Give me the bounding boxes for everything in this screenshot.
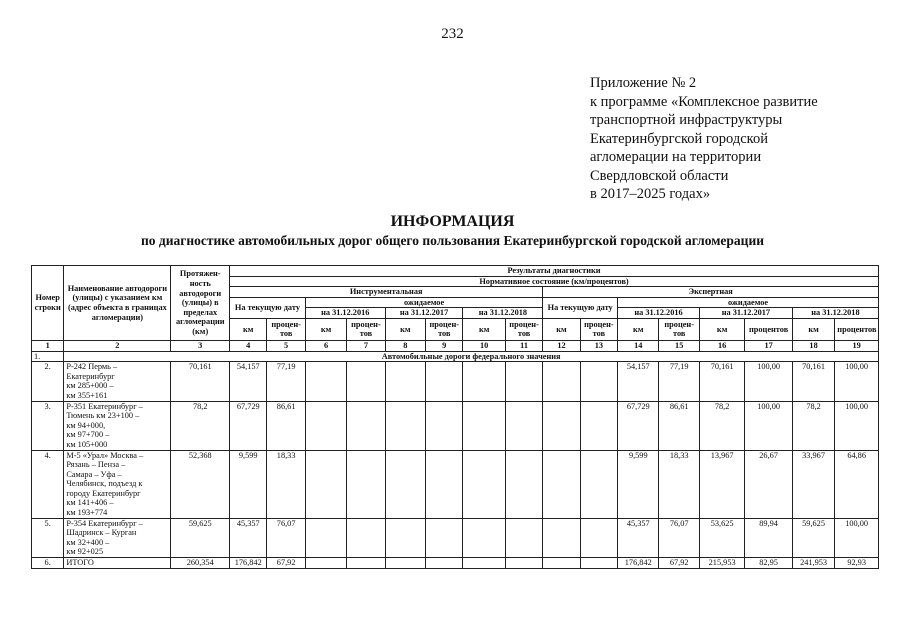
header-date: на 31.12.2017 <box>699 308 792 319</box>
value-cell <box>580 558 617 569</box>
column-number-row <box>32 340 879 351</box>
value-cell <box>543 518 580 557</box>
value-cell: 215,953 <box>699 558 744 569</box>
value-cell: 64,86 <box>835 450 879 518</box>
table-row <box>32 450 879 518</box>
value-cell: 92,93 <box>835 558 879 569</box>
row-number-cell: 4. <box>32 450 64 518</box>
road-name-line: км 355+161 <box>66 390 108 400</box>
header-km: км <box>463 318 505 340</box>
value-cell: 176,842 <box>618 558 659 569</box>
value-cell <box>347 518 385 557</box>
road-name-line: км 32+400 – <box>66 537 110 547</box>
value-cell: 13,967 <box>699 450 744 518</box>
value-cell: 76,07 <box>659 518 699 557</box>
column-number-cell: 6 <box>305 340 346 351</box>
column-number-cell: 18 <box>792 340 834 351</box>
value-cell <box>463 558 505 569</box>
value-cell: 9,599 <box>618 450 659 518</box>
value-cell: 67,92 <box>659 558 699 569</box>
column-number-cell: 7 <box>347 340 385 351</box>
value-cell <box>463 362 505 401</box>
value-cell: 9,599 <box>230 450 267 518</box>
value-cell: 100,00 <box>745 362 792 401</box>
appendix-line: в 2017–2025 годах» <box>590 186 711 202</box>
header-percent: процен-тов <box>580 318 617 340</box>
header-percent: процен-тов <box>426 318 463 340</box>
column-number-cell: 2 <box>64 340 171 351</box>
value-cell: 100,00 <box>835 362 879 401</box>
value-cell: 77,19 <box>659 362 699 401</box>
value-cell <box>580 518 617 557</box>
header-normative: Нормативное состояние (км/процентов) <box>230 276 879 287</box>
column-number-cell: 11 <box>505 340 542 351</box>
value-cell <box>347 450 385 518</box>
value-cell <box>505 558 542 569</box>
header-current-date: На текущую дату <box>230 297 306 318</box>
value-cell: 26,67 <box>745 450 792 518</box>
header-date: на 31.12.2016 <box>305 308 385 319</box>
row-number-cell: 3. <box>32 401 64 450</box>
value-cell: 67,729 <box>618 401 659 450</box>
column-number-cell: 15 <box>659 340 699 351</box>
value-cell <box>305 558 346 569</box>
value-cell <box>385 558 425 569</box>
road-name-line: км 193+774 <box>66 508 108 518</box>
value-cell <box>426 558 463 569</box>
value-cell <box>543 558 580 569</box>
value-cell: 76,07 <box>267 518 305 557</box>
value-cell: 86,61 <box>659 401 699 450</box>
value-cell: 59,625 <box>792 518 834 557</box>
value-cell: 77,19 <box>267 362 305 401</box>
value-cell: 260,354 <box>171 558 230 569</box>
value-cell <box>347 558 385 569</box>
header-km: км <box>543 318 580 340</box>
value-cell: 89,94 <box>745 518 792 557</box>
road-name-line: км 94+000, <box>66 420 106 430</box>
value-cell: 18,33 <box>267 450 305 518</box>
road-name-cell <box>64 362 171 401</box>
value-cell <box>580 401 617 450</box>
header-length: Протяжен-ность автодороги (улицы) в пределах агломерации (км) <box>171 266 230 341</box>
row-number-cell: 5. <box>32 518 64 557</box>
header-km: км <box>305 318 346 340</box>
value-cell <box>505 450 542 518</box>
appendix-line: транспортной инфраструктуры <box>590 112 783 128</box>
road-name-line: ИТОГО <box>66 558 94 568</box>
column-number-cell: 10 <box>463 340 505 351</box>
column-number-cell: 5 <box>267 340 305 351</box>
value-cell <box>305 518 346 557</box>
table-row <box>32 518 879 557</box>
value-cell: 33,967 <box>792 450 834 518</box>
value-cell <box>463 401 505 450</box>
value-cell: 67,729 <box>230 401 267 450</box>
value-cell <box>463 518 505 557</box>
value-cell: 54,157 <box>618 362 659 401</box>
road-name-line: км 97+700 – <box>66 430 110 440</box>
road-name-line: М-5 «Урал» Москва – <box>66 450 144 460</box>
header-date: на 31.12.2018 <box>463 308 543 319</box>
header-expert: Экспертная <box>543 287 879 298</box>
header-percent: процентов <box>835 318 879 340</box>
table-body <box>32 340 879 568</box>
header-percent: процен-тов <box>267 318 305 340</box>
table-row <box>32 558 879 569</box>
value-cell <box>543 450 580 518</box>
value-cell <box>385 362 425 401</box>
header-road-name: Наименование автодороги (улицы) с указанием км (адрес объекта в границах агломерации) <box>64 266 171 341</box>
page-number: 232 <box>441 26 464 42</box>
value-cell: 86,61 <box>267 401 305 450</box>
appendix-block <box>590 74 890 204</box>
road-name-line: Шадринск – Курган <box>66 528 137 538</box>
column-number-cell: 13 <box>580 340 617 351</box>
value-cell <box>305 450 346 518</box>
value-cell: 53,625 <box>699 518 744 557</box>
value-cell: 45,357 <box>230 518 267 557</box>
road-name-line: км 92+025 <box>66 547 104 557</box>
value-cell: 241,953 <box>792 558 834 569</box>
appendix-line: Приложение № 2 <box>590 75 697 91</box>
value-cell <box>305 401 346 450</box>
value-cell <box>426 450 463 518</box>
column-number-cell: 19 <box>835 340 879 351</box>
row-number-cell: 1. <box>32 351 64 362</box>
value-cell <box>347 362 385 401</box>
road-name-line: км 285+000 – <box>66 381 114 391</box>
road-name-cell <box>64 558 171 569</box>
value-cell <box>580 362 617 401</box>
value-cell: 78,2 <box>699 401 744 450</box>
road-name-line: Р-242 Пермь – <box>66 362 118 372</box>
header-expected: ожидаемое <box>305 297 542 308</box>
value-cell: 100,00 <box>835 401 879 450</box>
document-title: ИНФОРМАЦИЯ <box>390 213 515 230</box>
value-cell <box>347 401 385 450</box>
value-cell: 82,95 <box>745 558 792 569</box>
header-km: км <box>699 318 744 340</box>
table-row <box>32 401 879 450</box>
value-cell: 70,161 <box>792 362 834 401</box>
header-row-number: Номер строки <box>32 266 64 341</box>
header-expected: ожидаемое <box>618 297 879 308</box>
header-percent: процен-тов <box>347 318 385 340</box>
column-number-cell: 4 <box>230 340 267 351</box>
value-cell <box>463 450 505 518</box>
header-instrumental: Инструментальная <box>230 287 543 298</box>
value-cell <box>543 401 580 450</box>
column-number-cell: 14 <box>618 340 659 351</box>
value-cell <box>426 362 463 401</box>
value-cell: 78,2 <box>171 401 230 450</box>
road-name-line: городу Екатеринбург <box>66 488 141 498</box>
value-cell <box>505 518 542 557</box>
road-name-line: Р-354 Екатеринбург – <box>66 518 143 528</box>
header-percent: процен-тов <box>505 318 542 340</box>
value-cell: 70,161 <box>699 362 744 401</box>
value-cell <box>305 362 346 401</box>
header-km: км <box>230 318 267 340</box>
value-cell <box>426 401 463 450</box>
value-cell: 176,842 <box>230 558 267 569</box>
road-name-line: Челябинск, подъезд к <box>66 479 143 489</box>
row-number-cell: 2. <box>32 362 64 401</box>
road-name-line: Екатеринбург <box>66 371 115 381</box>
value-cell: 78,2 <box>792 401 834 450</box>
header-date: на 31.12.2016 <box>618 308 700 319</box>
road-name-cell <box>64 401 171 450</box>
column-number-cell: 1 <box>32 340 64 351</box>
header-percent: процентов <box>745 318 792 340</box>
road-name-line: Р-351 Екатеринбург – <box>66 401 143 411</box>
column-number-cell: 17 <box>745 340 792 351</box>
section-row <box>32 351 879 362</box>
column-number-cell: 8 <box>385 340 425 351</box>
value-cell: 70,161 <box>171 362 230 401</box>
value-cell: 18,33 <box>659 450 699 518</box>
road-name-line: Самара – Уфа – <box>66 469 122 479</box>
section-label: Автомобильные дороги федерального значения <box>64 351 879 362</box>
value-cell: 67,92 <box>267 558 305 569</box>
value-cell <box>543 362 580 401</box>
header-date: на 31.12.2017 <box>385 308 463 319</box>
value-cell <box>426 518 463 557</box>
value-cell: 100,00 <box>835 518 879 557</box>
road-name-line: км 105+000 <box>66 439 108 449</box>
road-name-line: км 141+406 – <box>66 498 114 508</box>
header-current-date: На текущую дату <box>543 297 618 318</box>
column-number-cell: 3 <box>171 340 230 351</box>
header-km: км <box>385 318 425 340</box>
value-cell <box>580 450 617 518</box>
appendix-line: агломерации на территории <box>590 149 762 165</box>
value-cell: 59,625 <box>171 518 230 557</box>
value-cell: 100,00 <box>745 401 792 450</box>
appendix-line: к программе «Комплексное развитие <box>590 93 818 110</box>
column-number-cell: 16 <box>699 340 744 351</box>
value-cell: 52,368 <box>171 450 230 518</box>
appendix-line: Екатеринбургской городской <box>590 130 768 147</box>
value-cell <box>385 518 425 557</box>
road-name-cell <box>64 450 171 518</box>
value-cell <box>505 362 542 401</box>
appendix-line: Свердловской области <box>590 167 729 184</box>
document-subtitle: по диагностике автомобильных дорог общего пользования Екатеринбургской городской агломерации <box>140 233 765 248</box>
value-cell <box>385 401 425 450</box>
diagnostics-table <box>31 265 879 569</box>
road-name-line: Тюмень км 23+100 – <box>66 411 140 421</box>
row-number-cell: 6. <box>32 558 64 569</box>
value-cell: 45,357 <box>618 518 659 557</box>
header-km: км <box>618 318 659 340</box>
column-number-cell: 12 <box>543 340 580 351</box>
table-row <box>32 362 879 401</box>
value-cell <box>505 401 542 450</box>
column-number-cell: 9 <box>426 340 463 351</box>
road-name-line: Рязань – Пенза – <box>66 460 126 470</box>
header-km: км <box>792 318 834 340</box>
header-date: на 31.12.2018 <box>792 308 878 319</box>
header-results: Результаты диагностики <box>230 266 879 277</box>
value-cell <box>385 450 425 518</box>
road-name-cell <box>64 518 171 557</box>
header-percent: процен-тов <box>659 318 699 340</box>
value-cell: 54,157 <box>230 362 267 401</box>
